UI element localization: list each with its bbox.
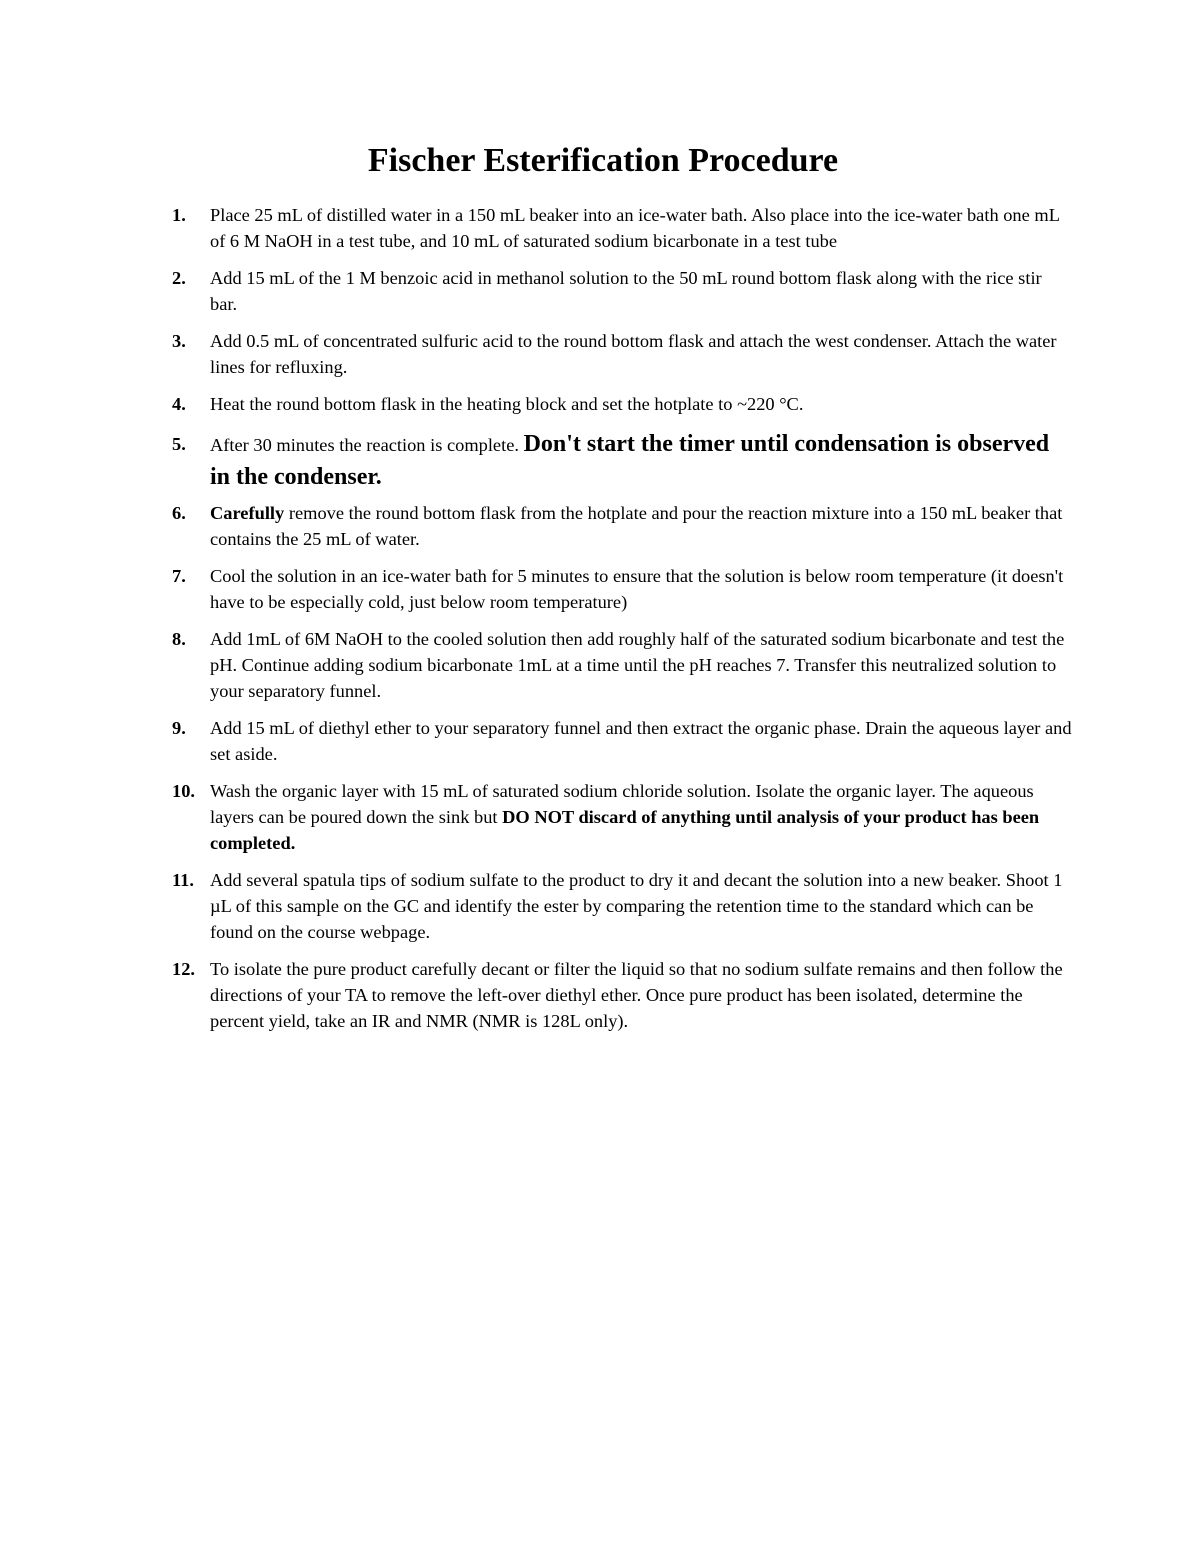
page-title: Fischer Esterification Procedure [367, 142, 839, 179]
step-text: Add 1mL of 6M NaOH to the cooled solution then add roughly half of the saturated sodium bicarbonate and test the pH. Continue adding sodium bicarbonate 1mL at a time until the pH reaches 7. Transfer this neutralized solution to your separatory funnel. [210, 629, 1065, 701]
step-number: 2. [172, 268, 186, 288]
step-number: 8. [172, 629, 186, 649]
step-7 [172, 563, 1072, 615]
step-number: 11. [172, 870, 194, 890]
step-5 [172, 428, 1072, 494]
step-12 [172, 956, 1072, 1034]
step-text: Cool the solution in an ice-water bath for 5 minutes to ensure that the solution is below room temperature (it doesn't have to be especially cold, just below room temperature) [210, 566, 1064, 612]
step-text-wrapper [210, 781, 1039, 853]
step-number: 5. [172, 434, 186, 454]
step-number: 12. [172, 959, 195, 979]
procedure-steps [172, 202, 1072, 1045]
step-text: Add several spatula tips of sodium sulfate to the product to dry it and decant the solution into a new beaker. Shoot 1 µL of this sample on the GC and identify the ester by comparing the retention time to the standard which can be found on the course webpage. [210, 870, 1063, 942]
step-number: 4. [172, 394, 186, 414]
step-text: To isolate the pure product carefully decant or filter the liquid so that no sodium sulfate remains and then follow the directions of your TA to remove the left-over diethyl ether. Once pure product has been isolated, determine the percent yield, take an IR and NMR (NMR is 128L only). [210, 959, 1063, 1031]
step-number: 6. [172, 503, 186, 523]
step-text: Wash the organic layer with 15 mL of saturated sodium chloride solution. Isolate the organic layer. The aqueous layers can be poured down the sink but [210, 781, 1034, 827]
step-number: 1. [172, 205, 186, 225]
step-lead-word: Carefully [210, 503, 285, 523]
step-3 [172, 328, 1072, 380]
step-text: remove the round bottom flask from the hotplate and pour the reaction mixture into a 150 mL beaker that contains the 25 mL of water. [210, 503, 1063, 549]
step-text: Add 0.5 mL of concentrated sulfuric acid to the round bottom flask and attach the west condenser. Attach the water lines for refluxing. [210, 331, 1057, 377]
step-6 [172, 500, 1072, 552]
step-text: Heat the round bottom flask in the heating block and set the hotplate to ~220 °C. [210, 394, 804, 414]
step-text: Place 25 mL of distilled water in a 150 mL beaker into an ice-water bath. Also place into the ice-water bath one mL of 6 M NaOH in a test tube, and 10 mL of saturated sodium bicarbonate in a test tube [210, 205, 1060, 251]
step-2 [172, 265, 1072, 317]
step-text: Add 15 mL of the 1 M benzoic acid in methanol solution to the 50 mL round bottom flask along with the rice stir bar. [210, 268, 1042, 314]
step-text: After 30 minutes the reaction is complete. [210, 435, 524, 455]
step-number: 10. [172, 781, 195, 801]
step-1 [172, 202, 1072, 254]
step-11 [172, 867, 1072, 945]
step-10 [172, 778, 1072, 856]
step-warning: Don't start the timer until condensation is observed in the condenser. [210, 431, 1050, 490]
step-number: 9. [172, 718, 186, 738]
step-text-wrapper [210, 431, 1050, 490]
step-8 [172, 626, 1072, 704]
step-text: Add 15 mL of diethyl ether to your separatory funnel and then extract the organic phase. Drain the aqueous layer and set aside. [210, 718, 1072, 764]
step-number: 7. [172, 566, 186, 586]
step-text-wrapper [210, 503, 1062, 549]
step-warning: DO NOT discard of anything until analysis of your product has been completed. [210, 807, 1040, 853]
step-4 [172, 391, 1072, 417]
step-9 [172, 715, 1072, 767]
step-number: 3. [172, 331, 186, 351]
